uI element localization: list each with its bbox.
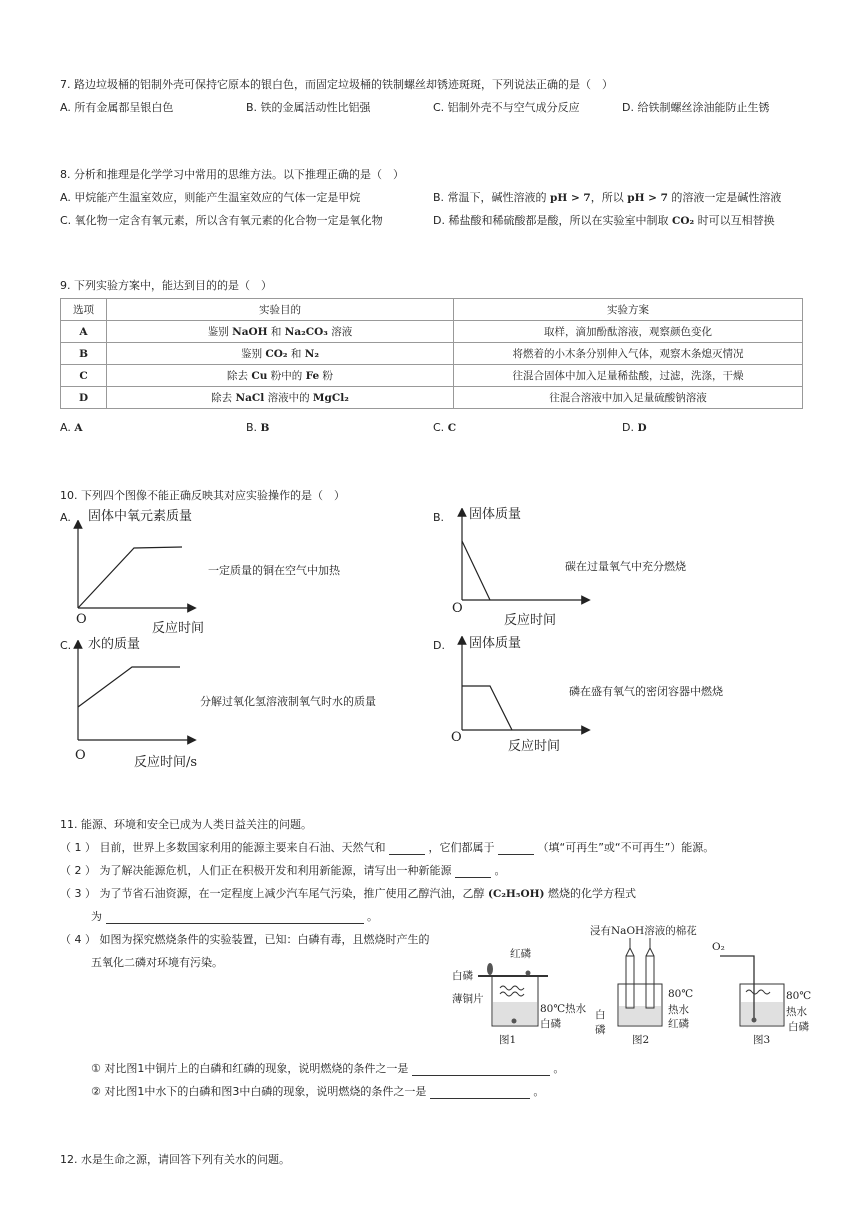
q11-part4-line2: 五氧化二磷对环境有污染。 bbox=[91, 956, 223, 969]
q11-part3-line2: 为 。 bbox=[91, 910, 378, 923]
fig1-white-phosphorus-label: 白磷 bbox=[452, 970, 473, 982]
q11-part2: （ 2 ） 为了解决能源危机，人们正在积极开发和利用新能源，请写出一种新能源 。 bbox=[60, 864, 506, 877]
table-header: 实验方案 bbox=[454, 299, 803, 321]
fig2-temp-label: 80℃ bbox=[668, 988, 694, 1000]
q8-stem: 8. 分析和推理是化学学习中常用的思维方法。以下推理正确的是（ ） bbox=[60, 168, 404, 181]
fig2-water-label: 热水 bbox=[668, 1004, 689, 1016]
table-cell-plan: 将燃着的小木条分别伸入气体，观察木条熄灭情况 bbox=[454, 343, 803, 365]
graph-a-xlabel: 反应时间 bbox=[152, 621, 205, 636]
answer-blank[interactable] bbox=[430, 1098, 530, 1099]
graph-a-note: 一定质量的铜在空气中加热 bbox=[208, 564, 340, 577]
graph-d-xlabel: 反应时间 bbox=[508, 739, 561, 754]
q7-option-a: A. 所有金属都呈银白色 bbox=[60, 101, 174, 114]
q7-stem: 7. 路边垃圾桶的铝制外壳可保持它原本的银白色，而固定垃圾桶的铁制螺丝却锈迹斑斑，下列说法正确的是（ ） bbox=[60, 78, 613, 91]
fig2-white-label-a: 白 bbox=[595, 1009, 606, 1021]
q8-option-b: B. 常温下，碱性溶液的 pH > 7，所以 pH > 7 的溶液一定是碱性溶液 bbox=[433, 191, 782, 204]
q10-stem: 10. 下列四个图像不能正确反映其对应实验操作的是（ ） bbox=[60, 489, 345, 502]
table-cell-option: D bbox=[61, 387, 107, 409]
fig3-white-label: 白磷 bbox=[788, 1021, 809, 1033]
graph-d-curve bbox=[462, 686, 512, 730]
q7-option-d: D. 给铁制螺丝涂油能防止生锈 bbox=[622, 101, 770, 114]
table-header-row bbox=[61, 299, 803, 321]
figure-2 bbox=[618, 938, 662, 1026]
table-cell-purpose: 鉴别 NaOH 和 Na₂CO₃ 溶液 bbox=[107, 321, 454, 343]
q8-option-d: D. 稀盐酸和稀硫酸都是酸，所以在实验室中制取 CO₂ 时可以互相替换 bbox=[433, 214, 775, 227]
fig1-copper-label: 薄铜片 bbox=[452, 993, 484, 1005]
math-ph: pH > 7 bbox=[627, 192, 668, 204]
table-cell-plan: 往混合固体中加入足量稀盐酸，过滤，洗涤，干燥 bbox=[454, 365, 803, 387]
q11-part1: （ 1 ） 目前，世界上多数国家利用的能源主要来自石油、天然气和 ，它们都属于 （填“可再生”或“不可再生”）能源。 bbox=[60, 841, 715, 854]
table-cell-option: A bbox=[61, 321, 107, 343]
fig3-o2-label: O₂ bbox=[712, 941, 725, 953]
table-cell-plan: 取样，滴加酚酞溶液，观察颜色变化 bbox=[454, 321, 803, 343]
fig-top-caption: 浸有NaOH溶液的棉花 bbox=[590, 925, 697, 937]
graph-a-axes bbox=[68, 520, 198, 615]
q9-option-b: B. B bbox=[246, 421, 270, 434]
answer-blank[interactable] bbox=[498, 854, 534, 855]
q9-option-d: D. D bbox=[622, 421, 647, 434]
table-header: 实验目的 bbox=[107, 299, 454, 321]
graph-b-ylabel: 固体质量 bbox=[469, 507, 522, 522]
graph-b-origin: O bbox=[452, 601, 463, 616]
graph-b-xlabel: 反应时间 bbox=[504, 613, 557, 628]
answer-blank[interactable] bbox=[455, 877, 491, 878]
q8-option-a: A. 甲烷能产生温室效应，则能产生温室效应的气体一定是甲烷 bbox=[60, 191, 361, 204]
q12-stem: 12. 水是生命之源，请回答下列有关水的问题。 bbox=[60, 1153, 290, 1166]
graph-c-ylabel: 水的质量 bbox=[88, 637, 141, 652]
figure-3 bbox=[720, 956, 784, 1026]
experiment-table bbox=[60, 298, 803, 409]
fig1-water-label: 80℃热水 bbox=[540, 1003, 587, 1015]
graph-c-letter: C. bbox=[60, 639, 72, 652]
q11-sub1: ① 对比图1中铜片上的白磷和红磷的现象，说明燃烧的条件之一是 。 bbox=[91, 1062, 565, 1075]
answer-blank[interactable] bbox=[412, 1075, 550, 1076]
q7-option-c: C. 铝制外壳不与空气成分反应 bbox=[433, 101, 580, 114]
graph-c-origin: O bbox=[75, 748, 86, 763]
graph-a-ylabel: 固体中氧元素质量 bbox=[88, 509, 193, 524]
table-cell-purpose: 除去 NaCl 溶液中的 MgCl₂ bbox=[107, 387, 454, 409]
table-cell-plan: 往混合溶液中加入足量硫酸钠溶液 bbox=[454, 387, 803, 409]
graph-b-note: 碳在过量氧气中充分燃烧 bbox=[565, 560, 686, 573]
graph-a-letter: A. bbox=[60, 511, 71, 524]
fig2-red-label: 红磷 bbox=[668, 1018, 689, 1030]
figure-1 bbox=[478, 963, 548, 1026]
graph-d-letter: D. bbox=[433, 639, 445, 652]
fig2-name: 图2 bbox=[632, 1034, 650, 1046]
answer-blank[interactable] bbox=[389, 854, 425, 855]
fig3-water-label: 热水 bbox=[786, 1006, 807, 1018]
answer-blank[interactable] bbox=[106, 923, 364, 924]
table-row bbox=[61, 343, 803, 365]
graph-c-xlabel: 反应时间/s bbox=[134, 755, 198, 770]
q7-option-b: B. 铁的金属活动性比铝强 bbox=[246, 101, 371, 114]
fig1-red-phosphorus-label: 红磷 bbox=[510, 948, 531, 960]
q9-option-a: A. A bbox=[60, 421, 83, 434]
table-header: 选项 bbox=[61, 299, 107, 321]
graph-d-origin: O bbox=[451, 730, 462, 745]
fig1-name: 图1 bbox=[499, 1034, 517, 1046]
graph-d-note: 磷在盛有氧气的密闭容器中燃烧 bbox=[569, 685, 723, 698]
graph-b-letter: B. bbox=[433, 511, 445, 524]
q8-option-c: C. 氧化物一定含有氧元素，所以含有氧元素的化合物一定是氧化物 bbox=[60, 214, 383, 227]
table-row bbox=[61, 321, 803, 343]
fig2-white-label-b: 磷 bbox=[595, 1024, 606, 1036]
math-ethanol: (C₂H₅OH) bbox=[488, 888, 545, 900]
fig1-white2-label: 白磷 bbox=[540, 1018, 561, 1030]
table-cell-option: C bbox=[61, 365, 107, 387]
graph-c-curve bbox=[78, 667, 180, 707]
graph-c-note: 分解过氧化氢溶液制氧气时水的质量 bbox=[200, 695, 376, 708]
table-cell-purpose: 鉴别 CO₂ 和 N₂ bbox=[107, 343, 454, 365]
q9-stem: 9. 下列实验方案中，能达到目的的是（ ） bbox=[60, 279, 272, 292]
table-row bbox=[61, 365, 803, 387]
table-cell-option: B bbox=[61, 343, 107, 365]
q11-part4: （ 4 ） 如图为探究燃烧条件的实验装置，已知：白磷有毒，且燃烧时产生的 bbox=[60, 933, 430, 946]
table-row bbox=[61, 387, 803, 409]
fig3-name: 图3 bbox=[753, 1034, 771, 1046]
graph-a-origin: O bbox=[76, 612, 87, 627]
fig3-temp-label: 80℃ bbox=[786, 990, 812, 1002]
q9-option-c: C. C bbox=[433, 421, 457, 434]
math-ph: pH > 7 bbox=[550, 192, 591, 204]
graph-b-curve bbox=[462, 541, 490, 600]
math-co2: CO₂ bbox=[671, 215, 695, 227]
graph-a-curve bbox=[78, 547, 182, 608]
q11-stem: 11. 能源、环境和安全已成为人类日益关注的问题。 bbox=[60, 818, 312, 831]
table-cell-purpose: 除去 Cu 粉中的 Fe 粉 bbox=[107, 365, 454, 387]
q11-sub2: ② 对比图1中水下的白磷和图3中白磷的现象，说明燃烧的条件之一是 。 bbox=[91, 1085, 545, 1098]
graph-c-axes bbox=[68, 640, 198, 745]
q11-part3: （ 3 ） 为了节省石油资源，在一定程度上减少汽车尾气污染，推广使用乙醇汽油，乙醇 (C₂H₅OH) 燃烧的化学方程式 bbox=[60, 887, 636, 900]
graph-d-ylabel: 固体质量 bbox=[469, 636, 522, 651]
